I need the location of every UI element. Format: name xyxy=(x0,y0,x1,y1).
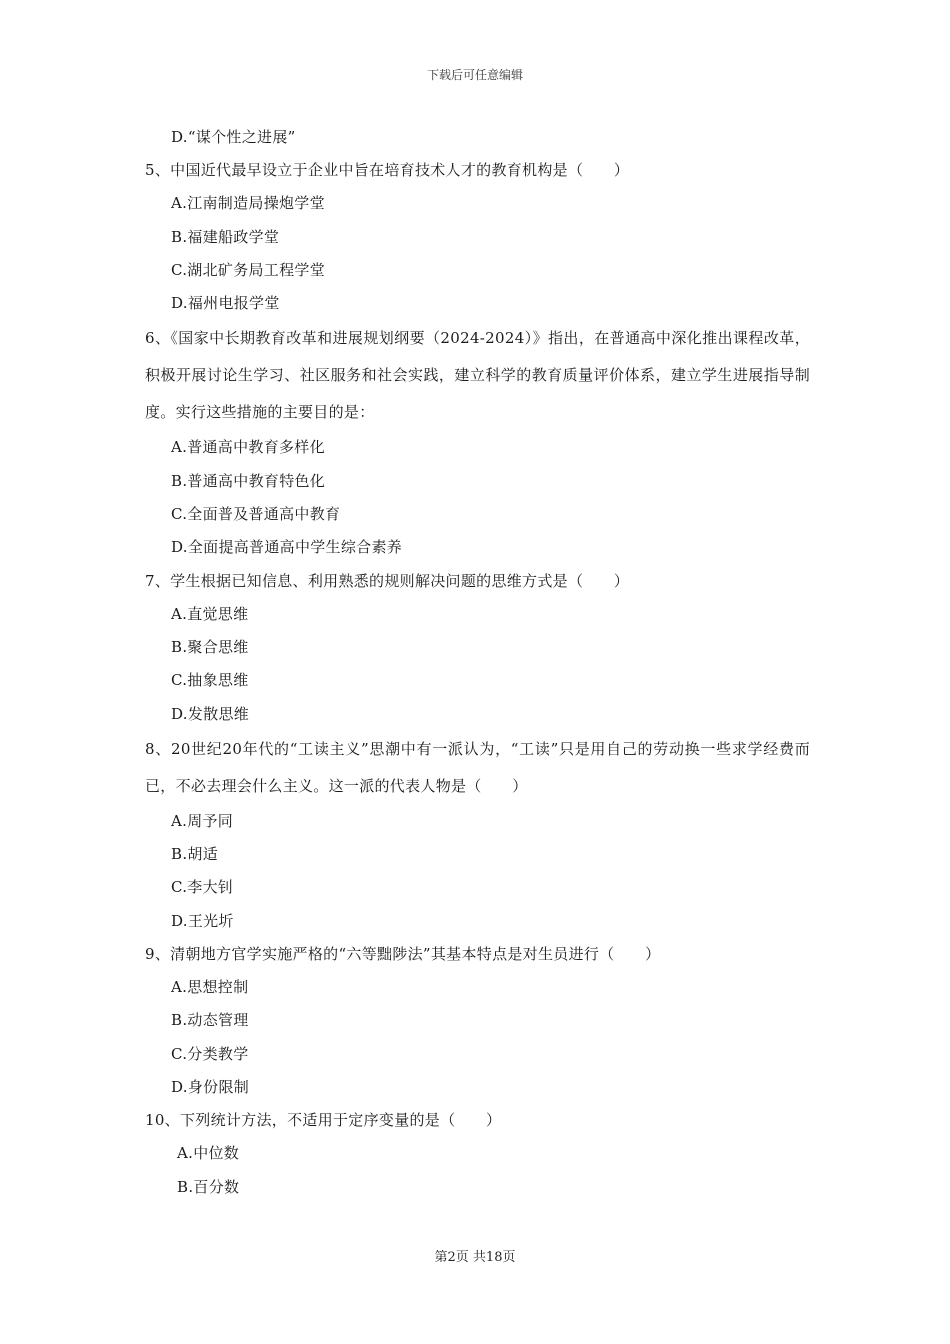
option-c: C.分类教学 xyxy=(171,1044,249,1063)
question-stem: 5、中国近代最早设立于企业中旨在培育技术人才的教育机构是（ ） xyxy=(145,161,630,180)
question-stem: 9、清朝地方官学实施严格的“六等黜陟法”其基本特点是对生员进行（ ） xyxy=(145,945,661,964)
option-d: D.王光圻 xyxy=(171,911,234,930)
question-8 xyxy=(145,731,810,938)
option-c: C.湖北矿务局工程学堂 xyxy=(171,260,326,279)
question-5 xyxy=(145,154,810,320)
question-7 xyxy=(145,565,810,731)
question-stem: 7、学生根据已知信息、利用熟悉的规则解决问题的思维方式是（ ） xyxy=(145,571,630,590)
option-d: D.全面提高普通高中学生综合素养 xyxy=(171,538,403,557)
question-stem: 6、《国家中长期教育改革和进展规划纲要（2024-2024）》指出，在普通高中深化推出课程改革，积极开展讨论生学习、社区服务和社会实践，建立科学的教育质量评价体系，建立学生进展指导制度。实行这些措施的主要目的是： xyxy=(145,329,810,422)
document-body xyxy=(145,121,810,1204)
option-d: D.福州电报学堂 xyxy=(171,294,280,313)
option-c: C.抽象思维 xyxy=(171,671,249,690)
option-b: B.胡适 xyxy=(171,845,218,864)
option-b: B.百分数 xyxy=(177,1177,240,1196)
option-a: A.直觉思维 xyxy=(171,604,249,623)
option-d: D.身份限制 xyxy=(171,1077,250,1096)
page-footer: 第2页 共18页 xyxy=(434,1250,516,1265)
option-b: B.普通高中教育特色化 xyxy=(171,471,326,490)
continued-option: D.“谋个性之进展” xyxy=(171,128,296,146)
option-a: A.周予同 xyxy=(171,811,234,830)
question-stem: 10、下列统计方法，不适用于定序变量的是（ ） xyxy=(145,1111,502,1130)
question-stem: 8、20世纪20年代的“工读主义”思潮中有一派认为，“工读”只是用自己的劳动换一些求学经费而已，不必去理会什么主义。这一派的代表人物是（ ） xyxy=(145,739,810,795)
option-a: A.思想控制 xyxy=(171,978,249,997)
option-b: B.聚合思维 xyxy=(171,637,249,656)
option-a: A.江南制造局操炮学堂 xyxy=(171,194,325,213)
option-d: D.发散思维 xyxy=(171,704,250,723)
option-b: B.福建船政学堂 xyxy=(171,227,280,246)
question-6 xyxy=(145,320,810,564)
option-a: A.中位数 xyxy=(177,1144,240,1163)
page-header: 下载后可任意编辑 xyxy=(426,68,523,82)
option-a: A.普通高中教育多样化 xyxy=(171,438,325,457)
question-9 xyxy=(145,938,810,1104)
option-b: B.动态管理 xyxy=(171,1011,249,1030)
question-10 xyxy=(145,1104,810,1204)
option-c: C.李大钊 xyxy=(171,878,234,897)
option-c: C.全面普及普通高中教育 xyxy=(171,505,341,524)
